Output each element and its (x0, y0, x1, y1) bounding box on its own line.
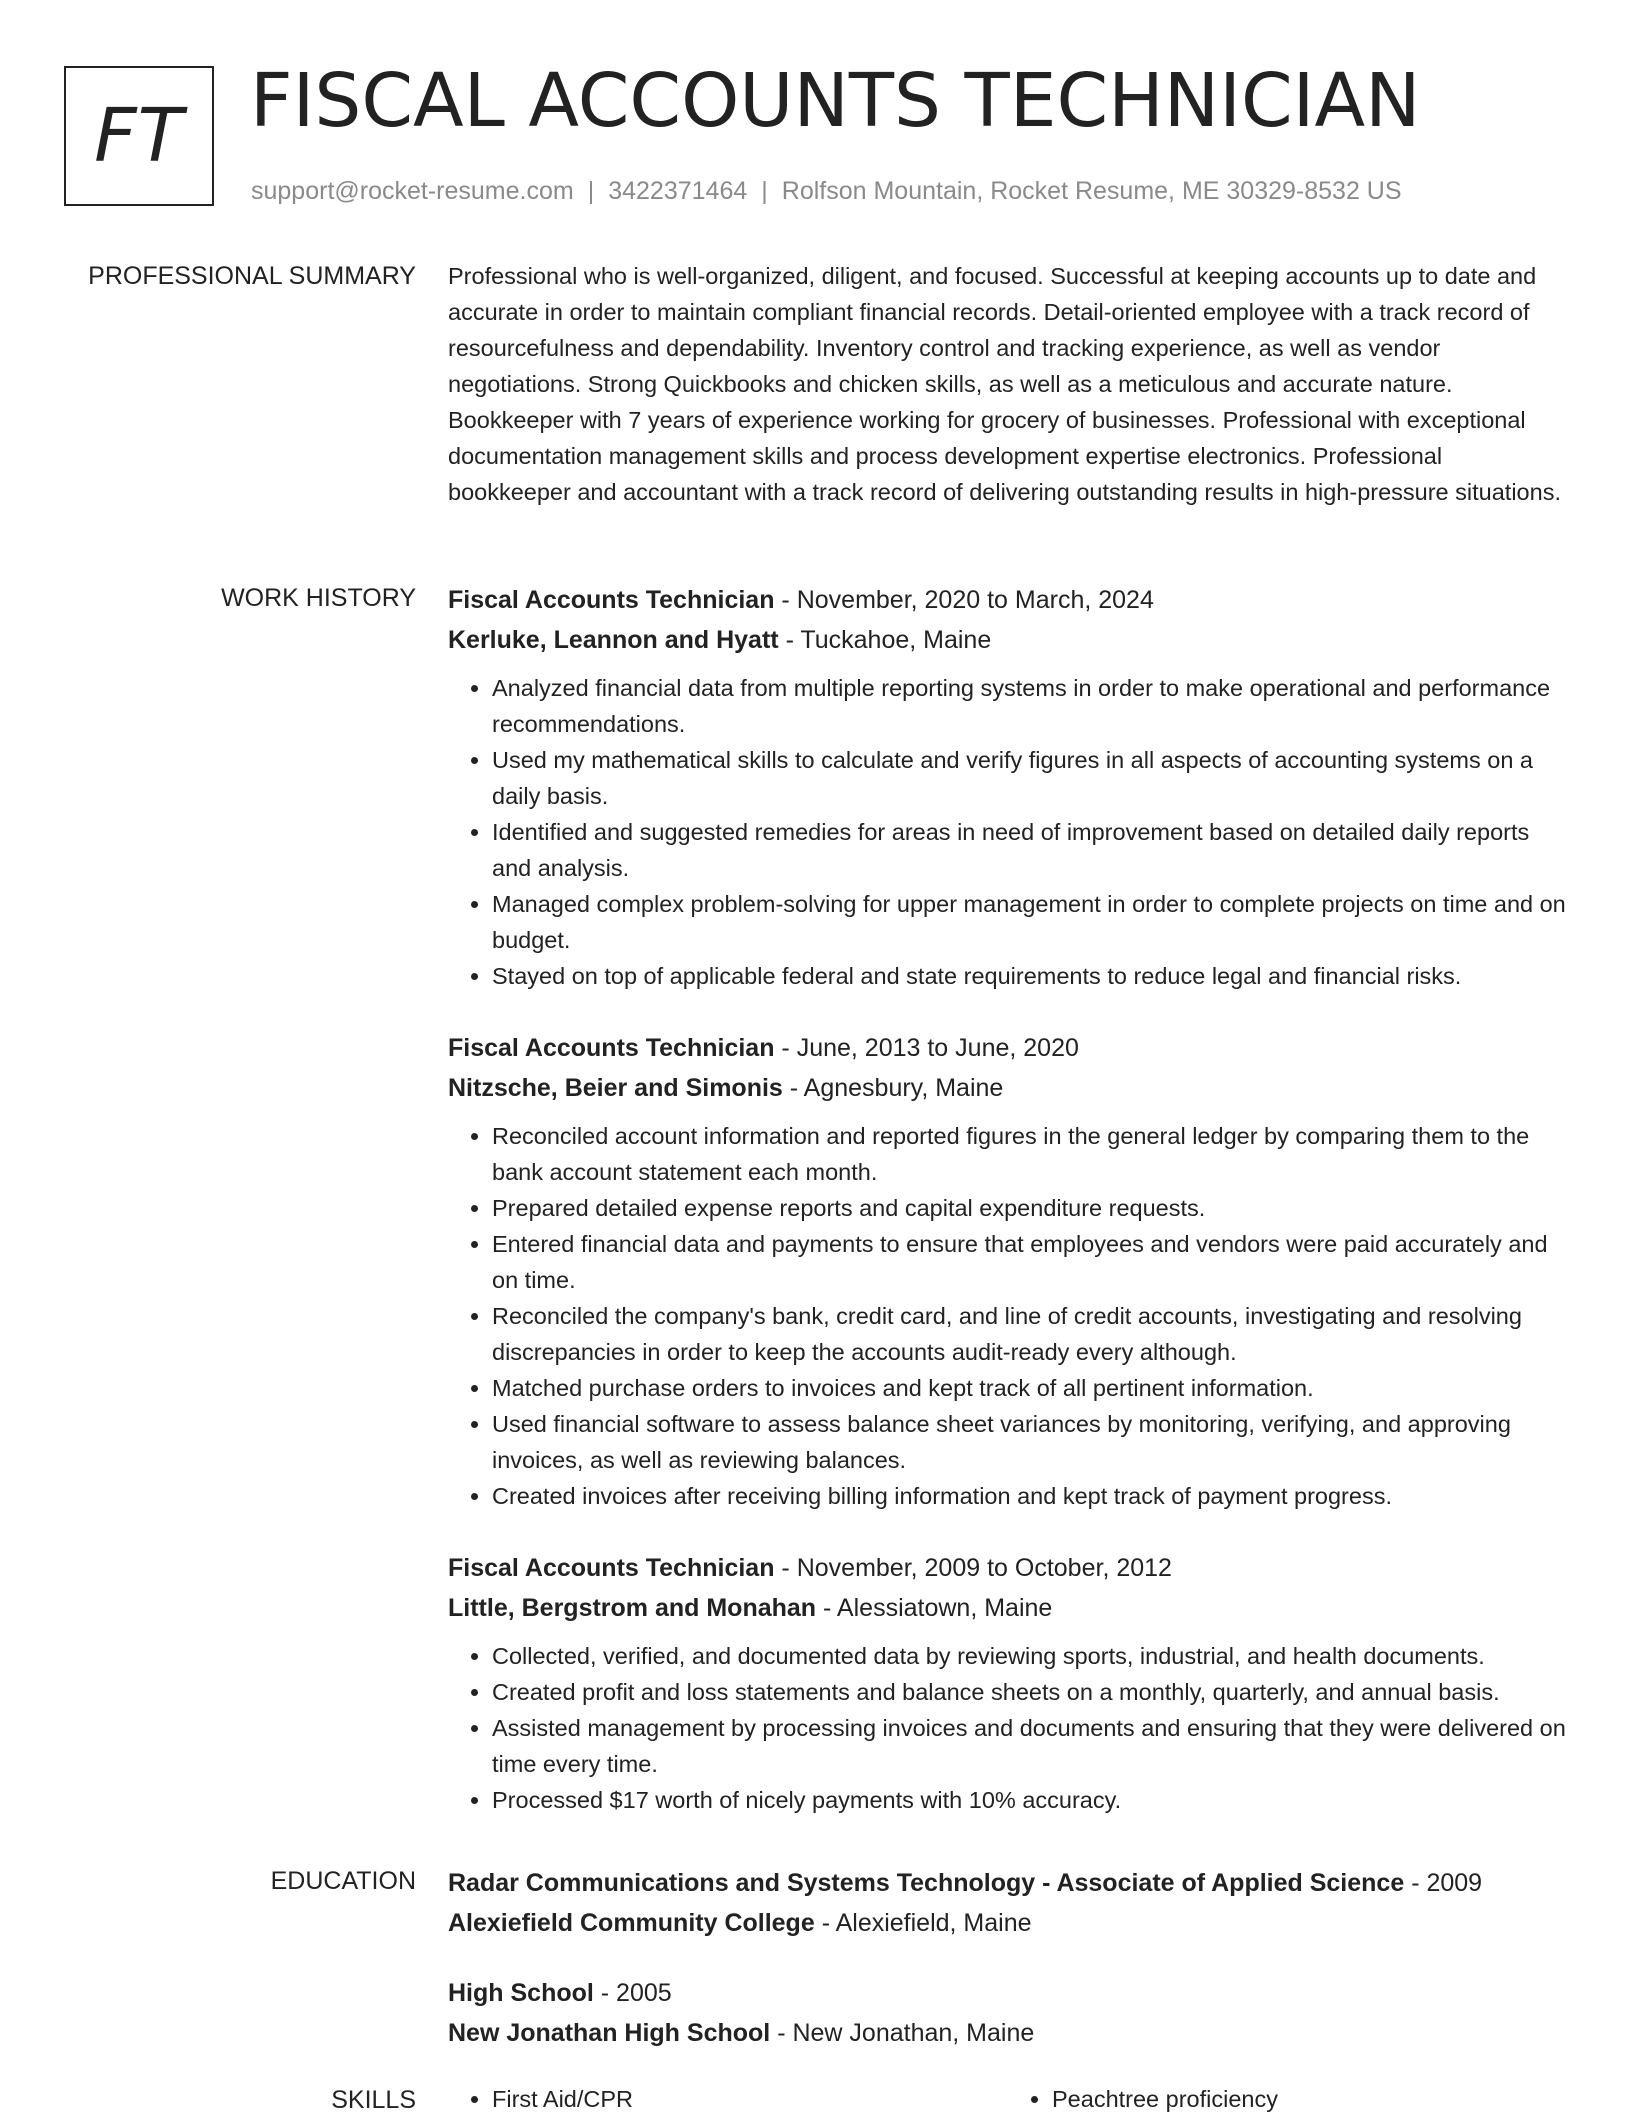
education-heading: EDUCATION (270, 1867, 416, 1895)
job-location: - Agnesbury, Maine (782, 1074, 1004, 1102)
job-company: Kerluke, Leannon and Hyatt (448, 626, 779, 654)
job-company-line (448, 1588, 1568, 1628)
job-company: Nitzsche, Beier and Simonis (448, 1074, 783, 1102)
education-school-line (448, 2013, 1568, 2053)
summary-heading: PROFESSIONAL SUMMARY (88, 262, 416, 290)
education-entry (448, 1863, 1568, 1943)
contact-line (251, 174, 1402, 208)
skills-list-left (448, 2082, 1008, 2116)
job-company-line (448, 1068, 1568, 1108)
job-role: Fiscal Accounts Technician (448, 586, 775, 614)
job-bullet: • Assisted management by processing invoices and documents and ensuring that they were delivered on time every time. (492, 1710, 1568, 1782)
job-bullet: • Used my mathematical skills to calculate and verify figures in all aspects of accounting systems on a daily basis. (492, 742, 1568, 814)
education-degree-line (448, 1973, 1568, 2013)
education-year: - 2009 (1404, 1869, 1483, 1897)
skill-item: • Peachtree proficiency (1052, 2082, 1568, 2116)
job-bullet: • Matched purchase orders to invoices and kept track of all pertinent information. (492, 1370, 1568, 1406)
job-company: Little, Bergstrom and Monahan (448, 1594, 817, 1622)
job-bullet: • Entered financial data and payments to ensure that employees and vendors were paid accurately and on time. (492, 1226, 1568, 1298)
job-bullet: • Reconciled the company's bank, credit card, and line of credit accounts, investigating and resolving discrepancies in order to keep the accounts audit-ready every although. (492, 1298, 1568, 1370)
job-role: Fiscal Accounts Technician (448, 1554, 775, 1582)
job-bullets (448, 1118, 1568, 1514)
job-dates: - June, 2013 to June, 2020 (774, 1034, 1079, 1062)
contact-phone: 3422371464 (608, 177, 748, 205)
contact-separator: | (761, 177, 768, 205)
job-entry (448, 1548, 1568, 1818)
job-role: Fiscal Accounts Technician (448, 1034, 775, 1062)
job-company-line (448, 620, 1568, 660)
job-entry (448, 580, 1568, 994)
job-bullet: • Prepared detailed expense reports and capital expenditure requests. (492, 1190, 1568, 1226)
job-title-line (448, 580, 1568, 620)
contact-email: support@rocket-resume.com (251, 177, 574, 205)
job-title-line (448, 1028, 1568, 1068)
job-bullets (448, 670, 1568, 994)
job-bullet: • Collected, verified, and documented data by reviewing sports, industrial, and health documents. (492, 1638, 1568, 1674)
job-bullet: • Managed complex problem-solving for upper management in order to complete projects on time and on budget. (492, 886, 1568, 958)
job-bullet: • Identified and suggested remedies for areas in need of improvement based on detailed daily reports and analysis. (492, 814, 1568, 886)
education-degree-line (448, 1863, 1568, 1903)
job-bullet: • Processed $17 worth of nicely payments with 10% accuracy. (492, 1782, 1568, 1818)
education-location: - Alexiefield, Maine (814, 1909, 1032, 1937)
contact-separator: | (587, 177, 595, 205)
skills-list-right (1008, 2082, 1568, 2116)
education-degree: High School (448, 1979, 594, 2007)
education-degree: Radar Communications and Systems Technology - Associate of Applied Science (448, 1869, 1405, 1897)
education-school-line (448, 1903, 1568, 1943)
job-bullet: • Created profit and loss statements and balance sheets on a monthly, quarterly, and annual basis. (492, 1674, 1568, 1710)
job-title-line (448, 1548, 1568, 1588)
work-history-heading: WORK HISTORY (221, 584, 416, 612)
job-bullet: • Analyzed financial data from multiple reporting systems in order to make operational and performance recommendations. (492, 670, 1568, 742)
job-bullet: • Stayed on top of applicable federal and state requirements to reduce legal and financial risks. (492, 958, 1568, 994)
page-title: FISCAL ACCOUNTS TECHNICIAN (250, 58, 1421, 144)
job-entry (448, 1028, 1568, 1514)
job-bullet: • Reconciled account information and reported figures in the general ledger by comparing them to the bank account statement each month. (492, 1118, 1568, 1190)
education-school: New Jonathan High School (448, 2019, 771, 2047)
skills-heading: SKILLS (331, 2086, 416, 2114)
summary-text: Professional who is well-organized, diligent, and focused. Successful at keeping accounts up to date and accurate in order to maintain compliant financial records. Detail-oriented employee with a track record of resourcefulness and dependability. Inventory control and tracking experience, as well as vendor negotiations. Strong Quickbooks and chicken skills, as well as a meticulous and accurate nature. Bookkeeper with 7 years of experience working for grocery of businesses. Professional with exceptional documentation management skills and process development expertise electronics. Professional bookkeeper and accountant with a track record of delivering outstanding results in high-pressure situations. (448, 263, 1561, 505)
education-year: - 2005 (593, 1979, 672, 2007)
monogram-logo: FT (64, 66, 214, 206)
skill-item: • First Aid/CPR (492, 2082, 1008, 2116)
skills-grid (448, 2082, 1568, 2116)
education-entry (448, 1973, 1568, 2053)
job-bullet: • Used financial software to assess balance sheet variances by monitoring, verifying, and approving invoices, as well as reviewing balances. (492, 1406, 1568, 1478)
education-school: Alexiefield Community College (448, 1909, 815, 1937)
job-dates: - November, 2009 to October, 2012 (774, 1554, 1172, 1582)
job-bullet: • Created invoices after receiving billing information and kept track of payment progress. (492, 1478, 1568, 1514)
education-location: - New Jonathan, Maine (770, 2019, 1035, 2047)
job-dates: - November, 2020 to March, 2024 (774, 586, 1154, 614)
job-location: - Tuckahoe, Maine (778, 626, 992, 654)
contact-address: Rolfson Mountain, Rocket Resume, ME 30329-8532 US (781, 177, 1402, 205)
job-location: - Alessiatown, Maine (816, 1594, 1053, 1622)
job-bullets (448, 1638, 1568, 1818)
